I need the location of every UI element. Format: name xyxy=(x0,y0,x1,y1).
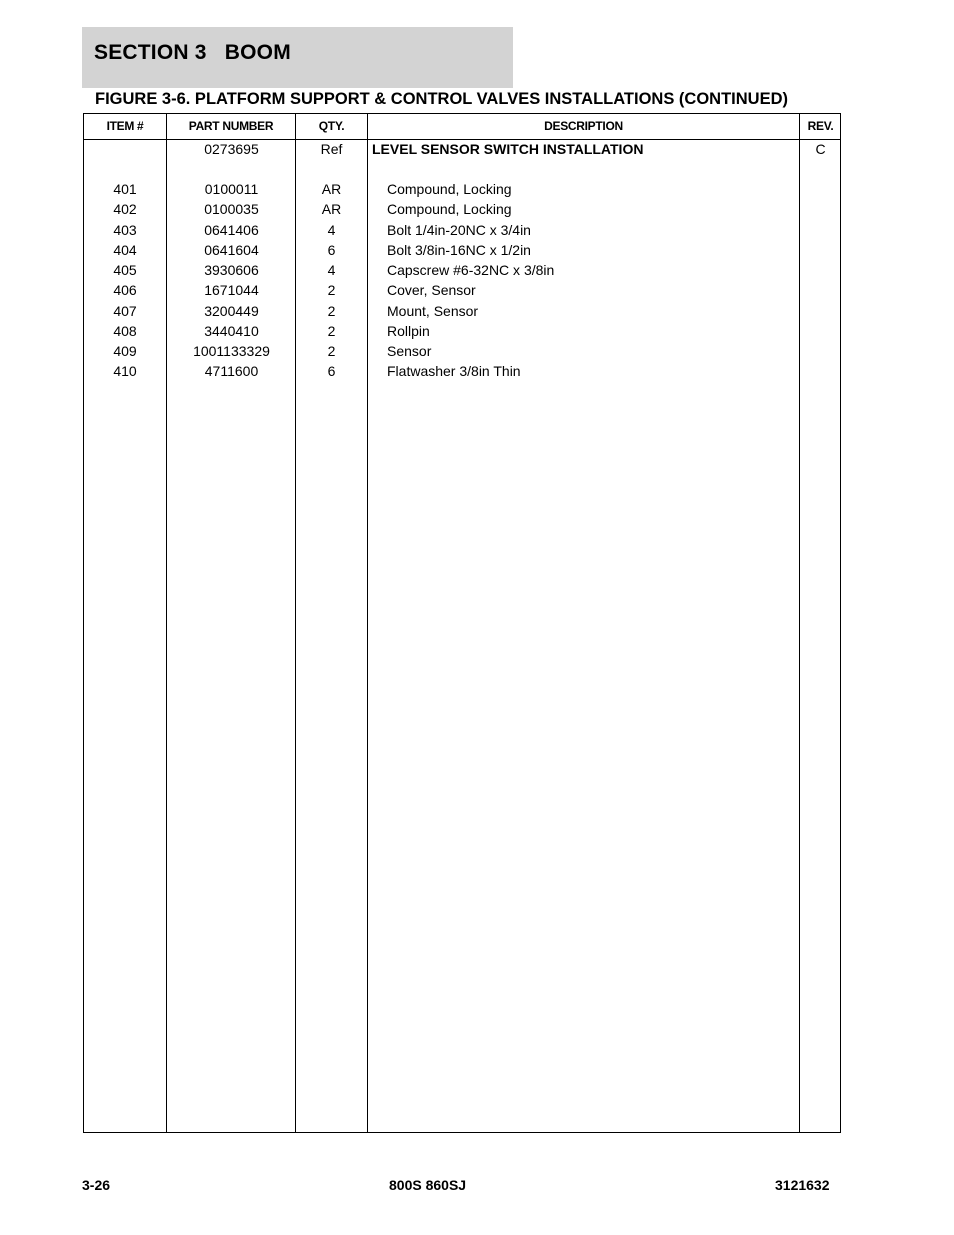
header-qty: QTY. xyxy=(318,119,345,133)
item-number: 405 xyxy=(113,262,137,278)
column-divider xyxy=(799,114,800,1132)
figure-title: FIGURE 3-6. PLATFORM SUPPORT & CONTROL VALVES INSTALLATIONS (CONTINUED) xyxy=(95,90,788,108)
section-header xyxy=(82,27,513,88)
quantity: 2 xyxy=(327,282,336,298)
assembly-qty: Ref xyxy=(320,141,343,157)
quantity: 4 xyxy=(327,262,336,278)
assembly-part-number: 0273695 xyxy=(204,141,259,157)
quantity: 4 xyxy=(327,222,336,238)
item-number: 401 xyxy=(113,181,137,197)
item-number: 403 xyxy=(113,222,137,238)
item-number: 406 xyxy=(113,282,137,298)
part-number: 3440410 xyxy=(204,323,259,339)
parts-table xyxy=(83,113,841,1133)
item-number: 409 xyxy=(113,343,137,359)
part-number: 1671044 xyxy=(204,282,259,298)
description: Compound, Locking xyxy=(387,201,512,217)
description: Sensor xyxy=(387,343,432,359)
description: Mount, Sensor xyxy=(387,303,479,319)
part-number: 0641604 xyxy=(204,242,259,258)
part-number: 0641406 xyxy=(204,222,259,238)
quantity: 6 xyxy=(327,363,336,379)
quantity: AR xyxy=(321,201,342,217)
quantity: 6 xyxy=(327,242,336,258)
assembly-description: LEVEL SENSOR SWITCH INSTALLATION xyxy=(372,141,644,157)
description: Bolt 3/8in-16NC x 1/2in xyxy=(387,242,531,258)
part-number: 4711600 xyxy=(204,363,259,379)
header-part-number: PART NUMBER xyxy=(188,119,274,133)
quantity: 2 xyxy=(327,323,336,339)
description: Rollpin xyxy=(387,323,430,339)
item-number: 402 xyxy=(113,201,137,217)
quantity: 2 xyxy=(327,343,336,359)
assembly-rev: C xyxy=(815,141,826,157)
part-number: 3200449 xyxy=(204,303,259,319)
page-number: 3-26 xyxy=(82,1177,111,1193)
description: Compound, Locking xyxy=(387,181,512,197)
column-divider xyxy=(367,114,368,1132)
item-number: 408 xyxy=(113,323,137,339)
quantity: AR xyxy=(321,181,342,197)
model-name: 800S 860SJ xyxy=(389,1177,467,1193)
description: Cover, Sensor xyxy=(387,282,476,298)
document-number: 3121632 xyxy=(775,1177,830,1193)
description: Capscrew #6-32NC x 3/8in xyxy=(387,262,555,278)
quantity: 2 xyxy=(327,303,336,319)
description: Bolt 1/4in-20NC x 3/4in xyxy=(387,222,531,238)
description: Flatwasher 3/8in Thin xyxy=(387,363,521,379)
header-item: ITEM # xyxy=(106,119,144,133)
item-number: 407 xyxy=(113,303,137,319)
header-rev: REV. xyxy=(807,119,834,133)
part-number: 0100011 xyxy=(204,181,259,197)
part-number: 0100035 xyxy=(204,201,259,217)
part-number: 3930606 xyxy=(204,262,259,278)
header-description: DESCRIPTION xyxy=(544,119,623,133)
item-number: 404 xyxy=(113,242,137,258)
part-number: 1001133329 xyxy=(193,343,270,359)
section-title: SECTION 3 BOOM xyxy=(94,41,291,64)
item-number: 410 xyxy=(113,363,137,379)
